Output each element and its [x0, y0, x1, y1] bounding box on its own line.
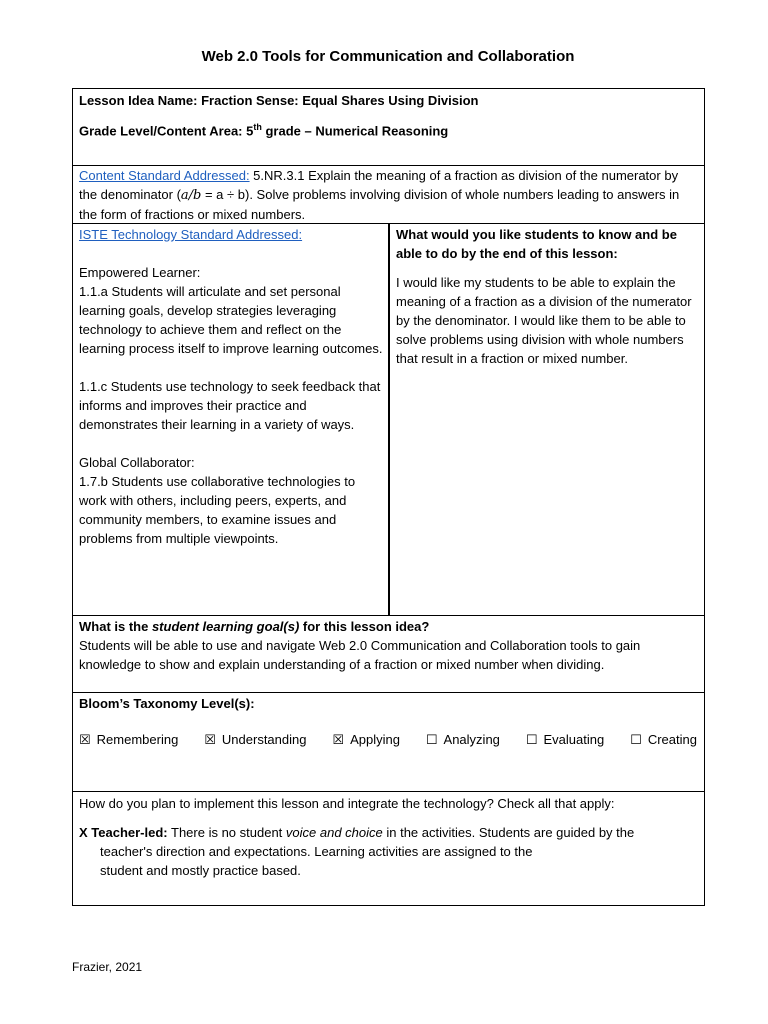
content-standard-link[interactable]: Content Standard Addressed:	[79, 168, 250, 183]
content-standard-part-1: 5.NR.3.1 Explain the meaning of a fraction as division of the numerator by the denominator (	[79, 168, 679, 202]
goal-q-emphasis: student learning goal(s)	[151, 619, 300, 634]
bloom-remembering[interactable]	[79, 730, 178, 750]
bloom-applying[interactable]	[332, 730, 400, 750]
bloom-label: Applying	[350, 732, 400, 747]
bloom-understanding[interactable]	[204, 730, 306, 750]
checkbox-checked-icon[interactable]: ☒	[204, 733, 216, 748]
content-standard-formula: a/b	[180, 188, 202, 203]
outcomes-answer: I would like my students to be able to explain the meaning of a fraction as a division of the numerator by the denominator. I would like them to be able to solve problems using division with whole numbers that result in a fraction or mixed number.	[396, 275, 692, 366]
learning-outcomes-box	[388, 223, 705, 616]
grade-level-text: Grade Level/Content Area: 5	[79, 123, 254, 139]
blooms-label: Bloom’s Taxonomy Level(s):	[79, 696, 255, 711]
iste-item-1-1c: 1.1.c Students use technology to seek feedback that informs and improves their practice and demonstrates their learning in a variety of ways.	[79, 379, 381, 432]
teacher-led-line-2: teacher's direction and expectations. Learning activities are assigned to the	[100, 844, 533, 859]
teacher-led-label: X Teacher-led:	[79, 825, 168, 840]
bloom-label: Evaluating	[543, 732, 605, 747]
learning-goal-question	[79, 617, 698, 636]
checkbox-unchecked-icon[interactable]: ☐	[630, 733, 642, 748]
lesson-info-box	[72, 88, 705, 166]
global-collaborator-heading: Global Collaborator:	[79, 455, 195, 470]
teacher-led-line	[79, 823, 698, 842]
outcomes-question: What would you like students to know and be able to do by the end of this lesson:	[396, 227, 677, 261]
implementation-box	[72, 791, 705, 906]
grade-level-suffix: th	[253, 122, 262, 132]
teacher-led-line-3: student and mostly practice based.	[100, 863, 301, 878]
iste-item-1-7b: 1.7.b Students use collaborative technologies to work with others, including peers, experts, and community members, to examine issues and problems from multiple viewpoints.	[79, 474, 356, 546]
learning-goal-box	[72, 615, 705, 693]
iste-standard-link[interactable]: ISTE Technology Standard Addressed:	[79, 227, 303, 242]
teacher-led-pre: There is no student	[167, 825, 286, 840]
bloom-label: Analyzing	[443, 732, 500, 747]
implementation-question: How do you plan to implement this lesson and integrate the technology? Check all that apply:	[79, 796, 615, 811]
document-title: Web 2.0 Tools for Communication and Collaboration	[201, 48, 575, 65]
teacher-led-emphasis: voice and choice	[285, 825, 383, 840]
learning-goal-answer: Students will be able to use and navigate Web 2.0 Communication and Collaboration tools to gain knowledge to show and explain understanding of a fraction or mixed number when dividing.	[79, 638, 641, 672]
empowered-learner-heading: Empowered Learner:	[79, 265, 201, 280]
checkbox-unchecked-icon[interactable]: ☐	[525, 733, 538, 748]
grade-level-area: grade – Numerical Reasoning	[261, 123, 449, 139]
lesson-idea-name: Lesson Idea Name: Fraction Sense: Equal Shares Using Division	[79, 93, 479, 108]
checkbox-checked-icon[interactable]: ☒	[332, 733, 345, 748]
content-standard-part-2: = a ÷ b). Solve problems involving division of whole numbers leading to answers in the form of fractions or mixed numbers.	[79, 187, 680, 222]
bloom-creating[interactable]	[630, 730, 697, 750]
checkbox-unchecked-icon[interactable]: ☐	[425, 733, 438, 748]
bloom-analyzing[interactable]	[426, 730, 500, 750]
grade-level	[79, 118, 698, 140]
content-standard-box	[72, 165, 705, 224]
content-standard-text	[79, 166, 698, 224]
bloom-label: Understanding	[221, 732, 307, 747]
bloom-evaluating[interactable]	[526, 730, 604, 750]
teacher-led-post: in the activities. Students are guided by the	[382, 825, 635, 840]
blooms-taxonomy-box	[72, 692, 705, 792]
bloom-label: Creating	[647, 732, 697, 747]
goal-q-pre: What is the	[79, 619, 152, 634]
blooms-checkbox-row	[79, 730, 698, 750]
goal-q-post: for this lesson idea?	[299, 619, 430, 634]
checkbox-checked-icon[interactable]: ☒	[79, 733, 91, 748]
bloom-label: Remembering	[96, 732, 179, 747]
iste-standard-box	[72, 223, 390, 616]
footer-author: Frazier, 2021	[72, 960, 143, 974]
iste-item-1-1a: 1.1.a Students will articulate and set personal learning goals, develop strategies leveraging technology to achieve them and reflect on the learning process itself to improve learning outcomes.	[79, 284, 383, 356]
